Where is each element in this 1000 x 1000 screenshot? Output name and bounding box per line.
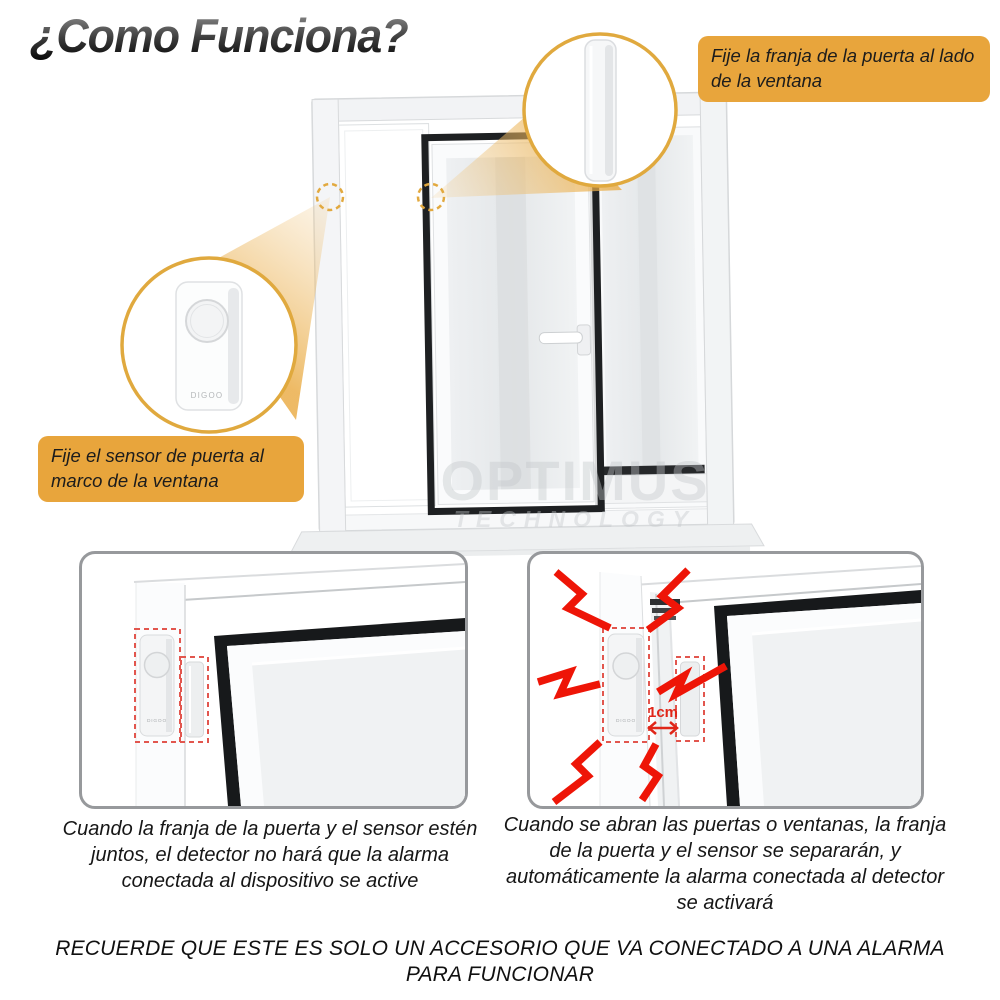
caption-window-open: Cuando se abran las puertas o ventanas, la franja de la puerta y el sensor se separarán, y automáticamente la alarma conectada al detector se activará (503, 814, 947, 914)
sensor-zoom-circle (122, 258, 296, 432)
closed-window-illustration (82, 554, 465, 806)
device-brand-label: DIGOO (190, 391, 224, 400)
gap-label: 1cm (647, 704, 679, 721)
sensor-button (145, 653, 170, 678)
strip-zoom-circle (524, 34, 676, 186)
watermark-line2: TECHNOLOGY (453, 506, 697, 532)
watermark (440, 449, 709, 532)
door-strip-device (585, 40, 616, 181)
page-title: ¿Como Funciona? (30, 9, 408, 62)
callout-sensor-text: Fije el sensor de puerta al marco de la ventana (51, 445, 264, 491)
footer-disclaimer: RECUERDE QUE ESTE ES SOLO UN ACCESORIO QUE VA CONECTADO A UNA ALARMA PARA FUNCIONAR (55, 937, 945, 986)
callout-sensor (38, 436, 304, 502)
callout-strip-text: Fije la franja de la puerta al lado de la ventana (711, 45, 975, 91)
open-window-illustration (530, 554, 921, 806)
panel-closed-sensor (135, 629, 180, 742)
alarm-bolt (554, 742, 600, 802)
sensor-button (613, 653, 639, 679)
sensor-device (176, 282, 242, 410)
watermark-line1: OPTIMUS (440, 449, 710, 512)
window-open-gap (339, 124, 436, 508)
device-brand-label: DIGOO (147, 719, 167, 724)
sensor-button (186, 300, 228, 342)
caption-window-closed: Cuando la franja de la puerta y el sensor estén juntos, el detector no hará que la alarma conectada al dispositivo se active (62, 818, 478, 892)
panel-window-closed (79, 551, 468, 809)
panel-window-open (527, 551, 924, 809)
panel-open-sensor (603, 628, 649, 742)
callout-strip (698, 36, 990, 102)
device-brand-label: DIGOO (616, 719, 636, 724)
alarm-bolt (538, 672, 600, 694)
panel-closed-strip (181, 657, 208, 742)
